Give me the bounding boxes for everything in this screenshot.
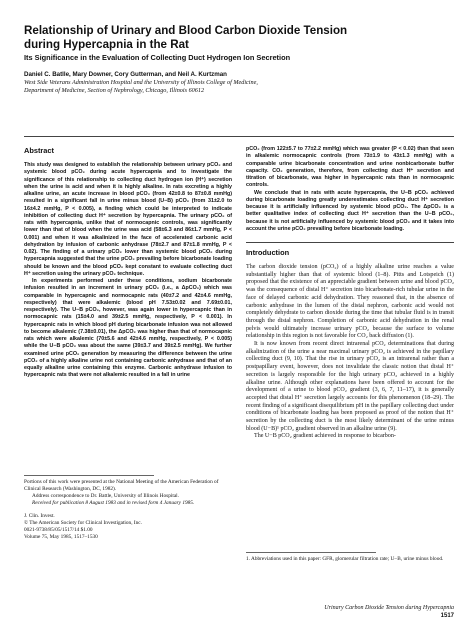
article-title (24, 24, 454, 52)
affiliation-line-2: Department of Medicine, Section of Nephrology, Chicago, Illinois 60612 (24, 87, 205, 94)
affiliation-line-1: West Side Veterans Administration Hospital and the University of Illinois College of Medicine, (24, 79, 258, 86)
issn-line: 0021-9738/85/05/1517/14 $1.00 (24, 527, 93, 533)
page-number: 1517 (440, 613, 454, 619)
journal-name: J. Clin. Invest. (24, 513, 55, 519)
introduction-paragraph-1: The carbon dioxide tension (pCO₂) of a highly alkaline urine reaches a value substantially higher than that of systemic blood (1–8). Pitts and Lotspeich (1) proposed that the existence of an appreciable gradient between urine and blood pCO₂ was the consequence of distal H⁺ secretion into bicarbonate-rich tubular urine in the face of delayed carbonic acid dehydration. They reasoned that, in the absence of carbonic anhydrase in the lumen of the distal nephron, carbonic acid would not completely dehydrate to carbon dioxide during the time that tubular fluid is in transit through the distal nephron. Completion of carbonic acid dehydration in the renal pelvis would ultimately increase urinary pCO₂ because the surface to volume relationship in this region is not favorable for CO₂ back diffusion (1). (246, 264, 454, 340)
introduction-heading: Introduction (246, 248, 290, 257)
article-subtitle: Its Significance in the Evaluation of Collecting Duct Hydrogen Ion Secretion (24, 53, 291, 62)
article-header (24, 24, 454, 95)
running-title: Urinary Carbon Dioxide Tension during Hypercapnia (324, 605, 454, 611)
introduction-paragraph-2: It is now known from recent direct intrarenal pCO₂ determinations that during alkalinization of the urine a near maximal urinary pCO₂ is achieved in the papillary collecting duct (9, 10). That the rise in urinary pCO₂ is an intrarenal rather than a postpapillary event, however, does not invalidate the classic notion that distal H⁺ secretion is largely responsible for the high urinary pCO₂ achieved in a highly alkaline urine. Although other explanations have been offered to account for the development of a urine to blood pCO₂ gradient (3, 6, 7, 11–17), it is generally accepted that distal H⁺ secretion largely accounts for this phenomenon (18–29). The recent finding of a significant disequilibrium pH in the papillary collecting duct under conditions of bicarbonate loading has been proposed as proof of the notion that H⁺ secretion by the collecting duct is the most likely determinant of the urine minus blood (U−B)¹ pCO₂ gradient observed in an alkaline urine (9). (246, 341, 454, 432)
abstract-continued-paragraph-1: pCO₂ (from 122±5.7 to 77±2.2 mmHg) which was greater (P < 0.02) than that seen in alkalemic normocapnic controls (from 73±1.9 to 43±1.3 mmHg) with a comparable urine bicarbonate concentration and urine nonbicarbonate buffer capacity. CO₂ generation, therefore, from collecting duct H⁺ secretion and titration of bicarbonate, was higher in hypercapnic rats than in normocapnic controls. (246, 146, 454, 189)
header-divider (24, 136, 454, 137)
abbrev-divider (246, 552, 376, 553)
abstract-paragraph-2: In experiments performed under these conditions, sodium bicarbonate infusion resulted in an increment in urinary pCO₂ (i.e., a ΔpCO₂) which was comparable in hypercapnic and normocapnic rats (40±7.2 and 42±4.6 mmHg, respectively) that were alkalemic (blood pH 7.53±0.02 and 7.69±0.01, respectively). The U−B pCO₂, however, was again lower in hypercapnic than in normocapnic rats (15±4.0 and 39±2.5 mmHg, respectively, P < 0.001). In hypercapnic rats in which blood pH during bicarbonate infusion was not allowed to become alkalemic (7.38±0.01), the ΔpCO₂ was higher than that of normocapnic rats which were alkalemic (70±5.6 and 42±4.6 mmHg, respectively, P < 0.005) while the U−B pCO₂ was about the same (39±3.7 and 39±2.5 mmHg). We further examined urine pCO₂ generation by measuring the difference between the urine pCO₂ of a highly alkaline urine not containing carbonic anhydrase and that of an equally alkaline urine containing this enzyme. Carbonic anhydrase infusion to hypercapnic rats that were not alkalemic resulted in a fall in urine (24, 278, 232, 379)
copyright-line: © The American Society for Clinical Investigation, Inc. (24, 520, 142, 526)
abstract-paragraph-1: This study was designed to establish the relationship between urinary pCO₂ and systemic blood pCO₂ during acute hypercapnia and to investigate the significance of this relationship to collecting duct hydrogen ion (H⁺) secretion when the urine is acid and when it is highly alkaline. In rats excreting a highly alkaline urine, an acute increase in blood pCO₂ (from 42±0.8 to 87±0.8 mmHg) resulted in a significant fall in urine minus blood (U−B) pCO₂ (from 31±2.0 to 16±4.2 mmHg, P < 0.005), a finding which could be interpreted to indicate inhibition of collecting duct H⁺ secretion by hypercapnia. The urinary pCO₂ of rats with hypercapnia, unlike that of normocapnic controls, was significantly lower than that of blood when the urine was acid (58±6.3 and 86±1.7 mmHg, P < 0.001) and when it was alkalinized in the face of accelerated carbonic acid dehydration by infusion of carbonic anhydrase (78±2.7 and 87±1.8 mmHg, P < 0.02). The finding of a urinary pCO₂ lower than systemic blood pCO₂ during hypercapnia suggested that the urine pCO₂ prevailing before bicarbonate loading should be known and the blood pCO₂ kept constant to evaluate collecting duct H⁺ secretion using the urinary pCO₂ technique. (24, 162, 232, 277)
title-line-1: Relationship of Urinary and Blood Carbon Dioxide Tension (24, 24, 348, 37)
footnote-divider (24, 475, 154, 476)
abbreviation-text: 1. Abbreviations used in this paper: GFR, glomerular filtration rate; U−B, urine minus blood. (246, 556, 444, 562)
footnote-address: Address correspondence to Dr. Battle, University of Illinois Hospital. (32, 493, 179, 499)
title-line-2: during Hypercapnia in the Rat (24, 38, 189, 51)
introduction-paragraph-3: The U−B pCO₂ gradient achieved in response to bicarbon- (254, 433, 396, 440)
footnote-received: Received for publication 8 August 1983 and in revised form 4 January 1985. (32, 500, 195, 506)
abstract-section (24, 146, 232, 380)
volume-line: Volume 75, May 1985, 1517–1530 (24, 534, 98, 540)
author-list: Daniel C. Batlle, Mary Downer, Cory Gutterman, and Neil A. Kurtzman (24, 71, 227, 78)
footnote-presented: Portions of this work were presented at the National Meeting of the American Federation of Clinical Research (Washington, DC, 1982). (24, 479, 219, 492)
abstract-continued-paragraph-2: We conclude that in rats with acute hypercapnia, the U−B pCO₂ achieved during bicarbonate loading greatly underestimates collecting duct H⁺ secretion because it is artificially influenced by systemic blood pCO₂. The ΔpCO₂ is a better qualitative index of collecting duct H⁺ secretion than the U−B pCO₂, because it is not artificially influenced by systemic blood pCO₂ and it takes into account the urine pCO₂ prevailing before bicarbonate loading. (246, 189, 454, 232)
abbreviation-footnote (246, 556, 454, 563)
abstract-heading: Abstract (24, 146, 54, 155)
running-footer (302, 604, 454, 620)
introduction-divider (246, 242, 454, 243)
left-footnotes (24, 479, 232, 541)
right-column (246, 146, 454, 441)
